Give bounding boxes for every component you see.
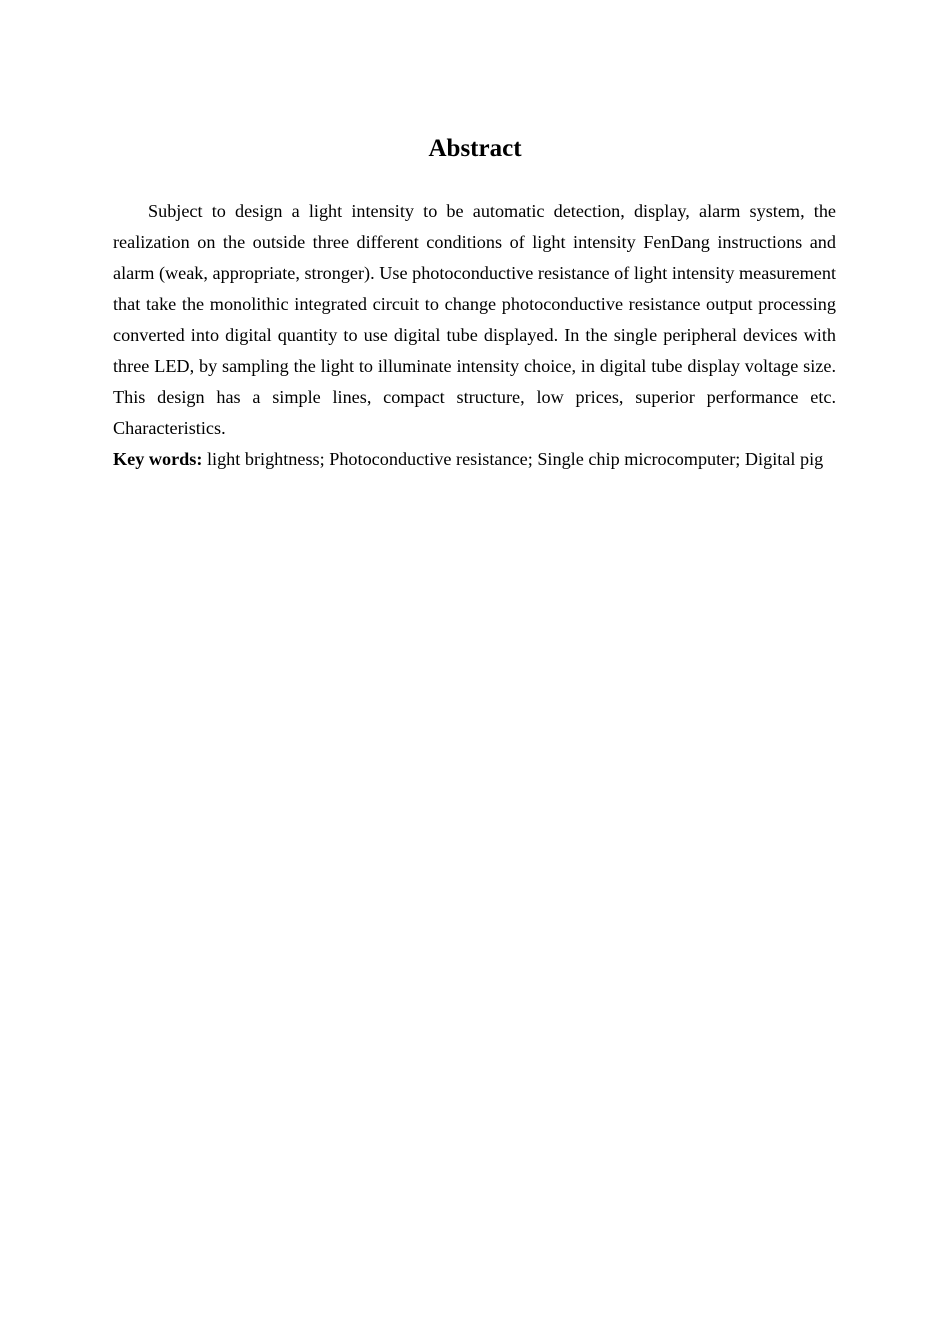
keywords-text: light brightness; Photoconductive resistance; Single chip microcomputer; Digital pig [206,449,824,469]
keywords-line [113,444,836,475]
abstract-body [113,196,836,475]
keywords-label: Key words: [113,449,203,469]
abstract-paragraph: Subject to design a light intensity to be automatic detection, display, alarm system, the realization on the outside three different conditions of light intensity FenDang instructions and alarm (weak, appropriate, stronger). Use photoconductive resistance of light intensity measurement that take the monolithic integrated circuit to change photoconductive resistance output processing converted into digital quantity to use digital tube displayed. In the single peripheral devices with three LED, by sampling the light to illuminate intensity choice, in digital tube display voltage size. This design has a simple lines, compact structure, low prices, superior performance etc. Characteristics. [113,201,836,438]
page-title: Abstract [428,135,522,162]
